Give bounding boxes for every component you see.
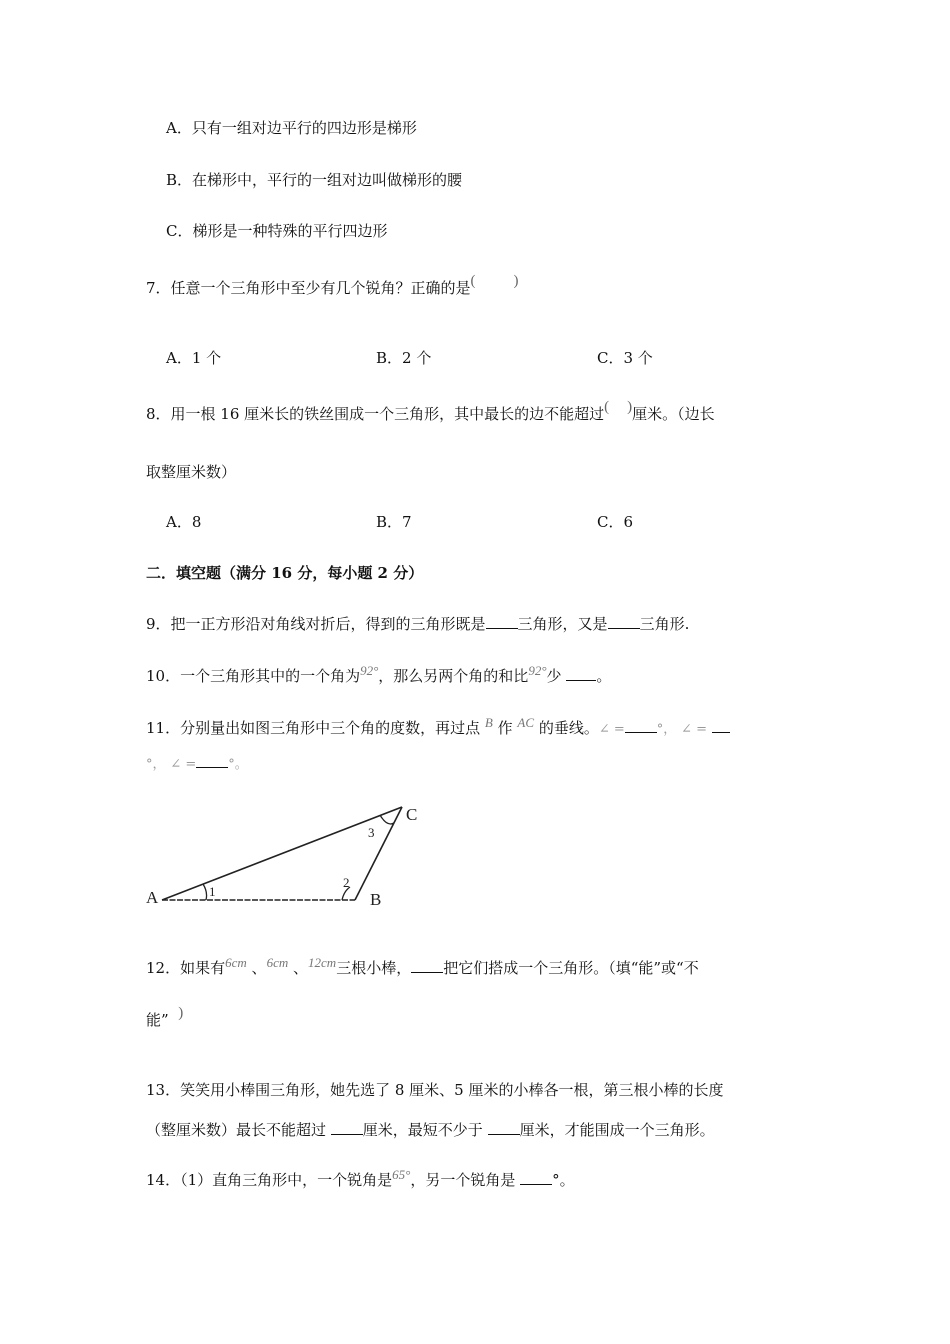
q9-blank-2[interactable]: [608, 614, 640, 629]
q9-mid: 三角形，又是: [517, 615, 608, 633]
q7-option-b: B．2 个: [376, 349, 432, 367]
angle-label-3: 3: [368, 825, 375, 840]
q12-sep-2: 、: [293, 959, 309, 977]
q13-blank-2[interactable]: [488, 1120, 520, 1135]
angle-arc-3: [380, 815, 394, 824]
q12-length-2: 6cm: [266, 955, 289, 970]
q6-option-b: B．在梯形中，平行的一组对边叫做梯形的腰: [166, 171, 463, 189]
q7-paren-close: ): [513, 273, 519, 289]
q7-option-a: A．1 个: [166, 349, 222, 367]
q13-line2-post: 厘米，才能围成一个三角形。: [519, 1121, 715, 1139]
q14-post: °。: [552, 1171, 575, 1189]
q10-question: [146, 663, 612, 687]
vertex-label-a: A: [146, 888, 159, 907]
q10-pre: 10．一个三角形其中的一个角为: [146, 667, 361, 685]
q13-line2-pre: （整厘米数）最长不能超过: [146, 1121, 327, 1139]
q12-sep-1: 、: [251, 959, 267, 977]
q6-option-c: C．梯形是一种特殊的平行四边形: [166, 222, 388, 240]
q8-paren-open: (: [604, 399, 610, 415]
vertex-label-b: B: [370, 890, 382, 909]
q9-pre: 9．把一正方形沿对角线对折后，得到的三角形既是: [146, 615, 486, 633]
q7-question: [146, 273, 519, 299]
q11-point-b: B: [484, 715, 493, 730]
q12-question: [146, 955, 699, 979]
q10-angle-value-1: 92°: [360, 663, 379, 678]
q9-blank-1[interactable]: [486, 614, 518, 629]
q8-text-line2: 取整厘米数）: [146, 463, 237, 481]
q11-question: [146, 715, 730, 740]
q11-mid2: 的垂线。: [538, 719, 599, 737]
q12-paren-close: ): [178, 1005, 184, 1021]
q7-text: 7．任意一个三角形中至少有几个锐角？正确的是: [146, 279, 471, 297]
q8-option-a: A．8: [166, 513, 202, 531]
triangle-figure: [140, 795, 440, 915]
q11-deg-1: °，: [656, 722, 677, 737]
q11-deg-3: °。: [228, 757, 248, 772]
q12-post: 把它们搭成一个三角形。（填“能”或“不: [443, 959, 699, 977]
q8-option-c: C．6: [597, 513, 634, 531]
q10-angle-value-2: 92°: [528, 663, 547, 678]
q13-line2-mid: 厘米，最短不少于: [362, 1121, 483, 1139]
q13-question-line2: [146, 1120, 715, 1140]
section-title-fill-in: 二．填空题（满分 16 分，每小题 2 分）: [146, 564, 424, 582]
q12-mid: 三根小棒，: [336, 959, 412, 977]
q10-end: 。: [596, 667, 612, 685]
q8-text-pre: 8．用一根 16 厘米长的铁丝围成一个三角形，其中最长的边不能超过: [146, 405, 605, 423]
q11-angle-3: ∠ =: [170, 757, 197, 772]
q11-blank-3[interactable]: [196, 753, 228, 768]
q7-paren-open: (: [470, 273, 476, 289]
q14-question: [146, 1167, 575, 1191]
q12-length-3: 12cm: [308, 955, 337, 970]
q11-blank-2[interactable]: [712, 718, 730, 733]
triangle-side-bc: [355, 807, 402, 900]
q10-mid: ，那么另两个角的和比: [378, 667, 529, 685]
q11-angle-2: ∠ =: [681, 722, 707, 737]
q12-pre: 12．如果有: [146, 959, 226, 977]
q8-question: [146, 399, 715, 425]
q7-option-c: C．3 个: [597, 349, 653, 367]
q11-deg-2: °，: [146, 757, 166, 772]
q14-angle-value: 65°: [392, 1167, 411, 1182]
q14-pre: 14．（1）直角三角形中，一个锐角是: [146, 1171, 393, 1189]
q11-mid1: 作: [497, 719, 513, 737]
q12-length-1: 6cm: [225, 955, 247, 970]
q8-option-b: B．7: [376, 513, 412, 531]
q10-blank[interactable]: [566, 666, 596, 681]
q9-question: [146, 614, 689, 634]
q14-blank[interactable]: [520, 1170, 552, 1185]
q11-pre: 11．分别量出如图三角形中三个角的度数，再过点: [146, 719, 481, 737]
q11-question-line2: [146, 753, 248, 775]
q11-blank-1[interactable]: [625, 718, 657, 733]
angle-label-1: 1: [209, 884, 216, 899]
q8-paren-close: ): [627, 399, 633, 415]
q9-post: 三角形.: [639, 615, 690, 633]
q12-question-line2: [146, 1005, 184, 1031]
angle-arc-1: [203, 884, 207, 900]
q8-text-post: 厘米。（边长: [632, 405, 715, 423]
q11-angle-1: ∠ =: [598, 722, 625, 737]
q10-post: 少: [546, 667, 562, 685]
q14-mid: ，另一个锐角是: [410, 1171, 516, 1189]
q13-blank-1[interactable]: [331, 1120, 363, 1135]
triangle-side-ac: [162, 807, 402, 900]
q13-line1: 13．笑笑用小棒围三角形，她先选了 8 厘米、5 厘米的小棒各一根，第三根小棒的长度: [146, 1081, 724, 1099]
q12-line2: 能”: [146, 1011, 169, 1029]
angle-label-2: 2: [343, 875, 350, 890]
q11-line-ac: AC: [517, 715, 535, 730]
vertex-label-c: C: [406, 805, 418, 824]
q6-option-a: A．只有一组对边平行的四边形是梯形: [166, 119, 417, 137]
q12-blank[interactable]: [411, 958, 443, 973]
